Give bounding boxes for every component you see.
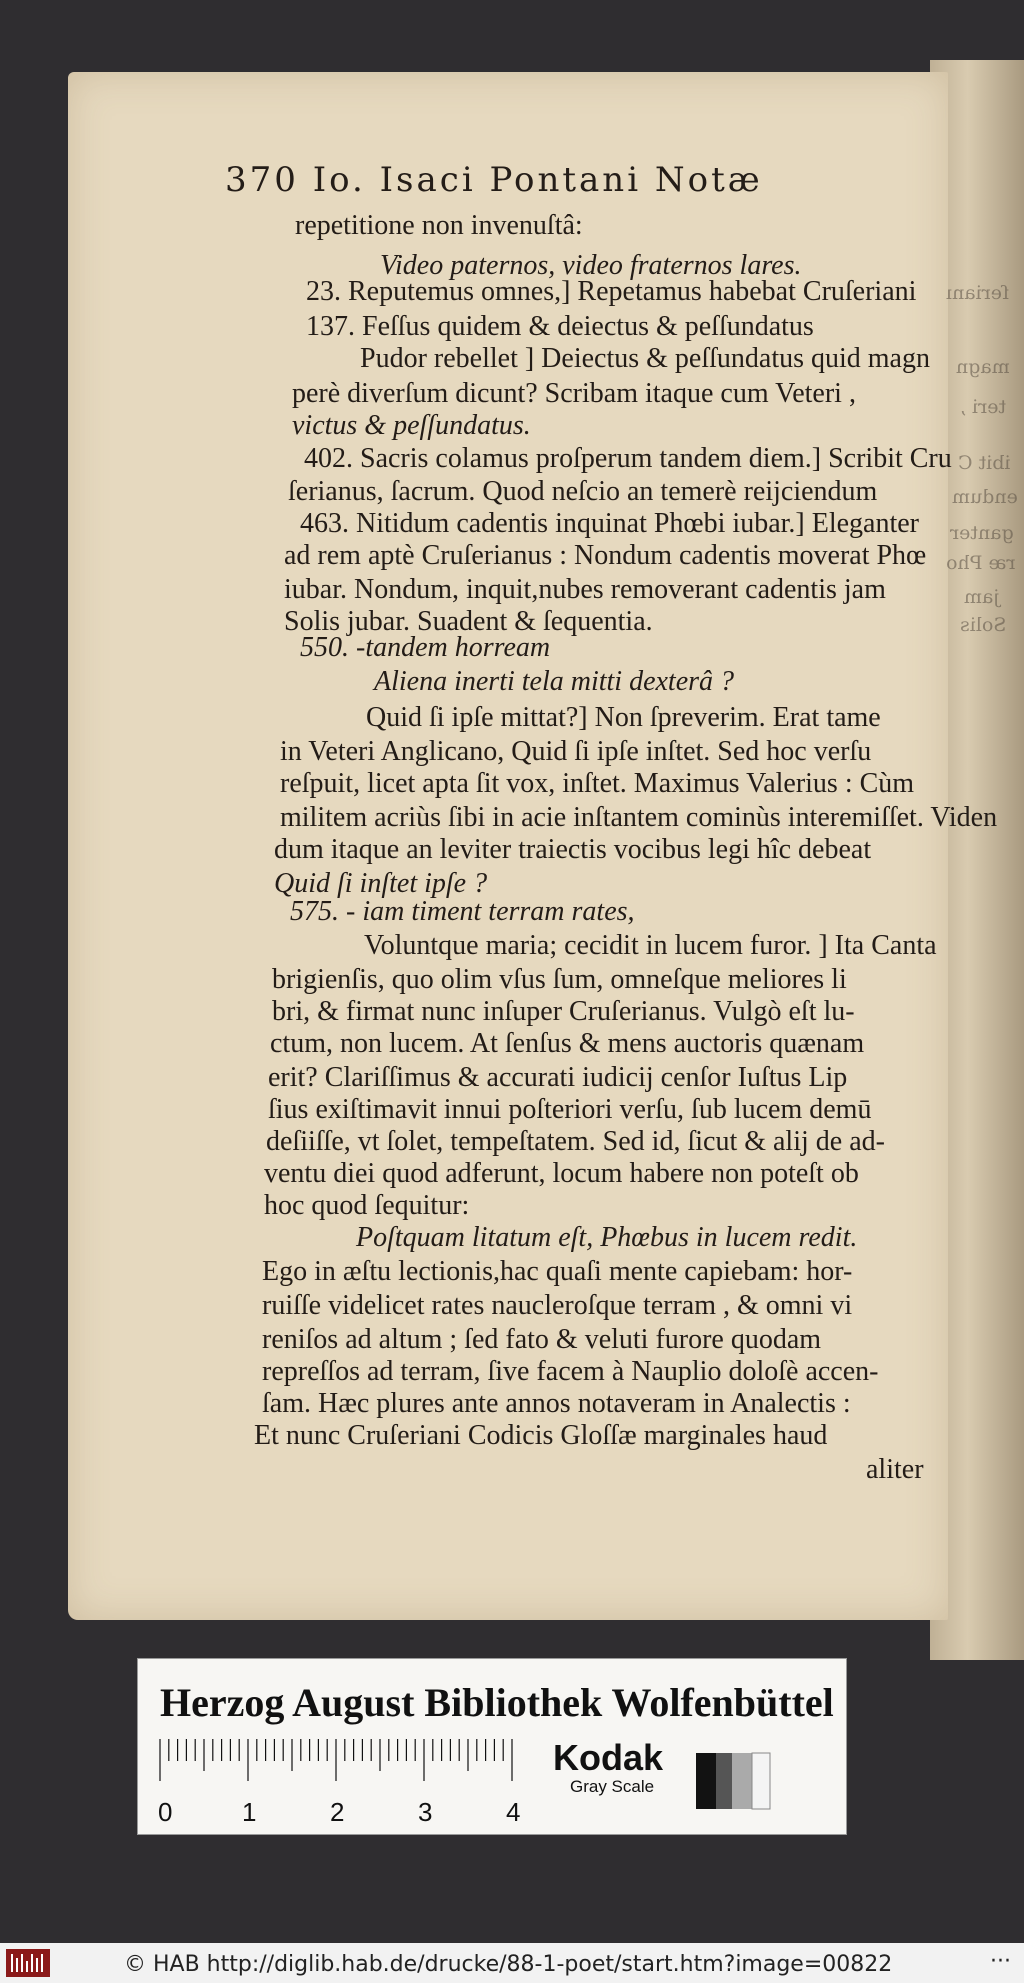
text-line: ſam. Hæc plures ante annos notaveram in Analectis :: [262, 1388, 851, 1419]
text-line: Quid ſi ipſe mittat?] Non ſpreverim. Erat tame: [366, 702, 881, 733]
text-line: reniſos ad altum ; ſed fato & veluti furore quodam: [262, 1324, 822, 1355]
gray-scale-label: Gray Scale: [570, 1777, 655, 1796]
text-line: militem acriùs ſibi in acie inſtantem cominùs interemiſſet. Viden: [280, 802, 998, 833]
text-line: ventu diei quod adferunt, locum habere non poteſt ob: [264, 1158, 859, 1189]
bleed-text: ganter: [950, 522, 1014, 544]
text-line: 575. - iam timent terram rates,: [290, 896, 635, 927]
gray-scale-swatch: [696, 1753, 770, 1809]
text-line: deſiiſſe, vt ſolet, tempeſtatem. Sed id, ſicut & alij de ad-: [266, 1126, 885, 1157]
text-line: erit? Clariſſimus & accurati iudicij cenſor Iuſtus Lip: [268, 1062, 848, 1093]
text-line: victus & peſſundatus.: [292, 410, 531, 441]
text-line: 23. Reputemus omnes,] Repetamus habebat Cruſeriani: [306, 276, 917, 307]
bleed-text: jam: [964, 586, 1000, 608]
text-line: Quid ſi inſtet ipſe ?: [274, 868, 488, 899]
text-line: repetitione non invenuſtâ:: [295, 210, 583, 241]
text-line: brigienſis, quo olim vſus ſum, omneſque meliores li: [272, 964, 847, 995]
text-line: 550. -tandem horream: [300, 632, 551, 663]
text-line: ad rem aptè Cruſerianus : Nondum cadentis moverat Phœ: [284, 540, 927, 571]
text-line: Voluntque maria; cecidit in lucem furor. ] Ita Canta: [364, 930, 937, 961]
more-icon[interactable]: ···: [990, 1949, 1011, 1974]
ruler-scale: [160, 1737, 540, 1825]
text-line: ſerianus, ſacrum. Quod neſcio an temerè reijciendum: [288, 476, 878, 507]
text-line: reſpuit, licet apta ſit vox, inſtet. Maximus Valerius : Cùm: [280, 768, 915, 799]
text-line: Aliena inerti tela mitti dexterâ ?: [374, 666, 735, 697]
bleed-text: teri ,: [960, 396, 1007, 418]
footer-url[interactable]: © HAB http://diglib.hab.de/drucke/88-1-poet/start.htm?image=00822: [124, 1952, 893, 1977]
scale-label: 4: [506, 1797, 521, 1827]
text-line: iubar. Nondum, inquit,nubes removerant cadentis jam: [284, 574, 886, 605]
hab-logo-icon: [6, 1949, 50, 1977]
scale-label: 0: [158, 1797, 173, 1827]
scale-label: 3: [418, 1797, 433, 1827]
catchword: aliter: [866, 1454, 924, 1485]
page-header: 370 Io. Isaci Pontani Notæ: [225, 160, 763, 200]
text-line: ctum, non lucem. At ſenſus & mens auctoris quænam: [270, 1028, 865, 1059]
color-card: [137, 1658, 847, 1835]
text-line: in Veteri Anglicano, Quid ſi ipſe inſtet. Sed hoc verſu: [280, 736, 872, 767]
text-line: bri, & firmat nunc inſuper Cruſerianus. Vulgò eſt lu-: [272, 996, 855, 1027]
card-title: Herzog August Bibliothek Wolfenbüttel: [160, 1680, 834, 1725]
text-line: Ego in æſtu lectionis,hac quaſi mente capiebam: hor-: [262, 1256, 853, 1287]
footer-bar: [0, 1943, 1024, 1983]
kodak-logo: Kodak: [553, 1737, 664, 1778]
text-line: 463. Nitidum cadentis inquinat Phœbi iubar.] Eleganter: [300, 508, 919, 539]
text-line: Video paternos, video fraternos lares.: [380, 250, 802, 281]
text-line: ſius exiſtimavit innui poſteriori verſu, ſub lucem demū: [268, 1094, 872, 1125]
text-line: perè diverſum dicunt? Scribam itaque cum Veteri ,: [292, 378, 856, 409]
text-line: Pudor rebellet ] Deiectus & peſſundatus quid magn: [360, 343, 930, 374]
text-line: repreſſos ad terram, ſive facem à Nauplio doloſè accen-: [262, 1356, 879, 1387]
bleed-text: ræ Pho: [946, 552, 1016, 574]
bleed-text: magn: [956, 356, 1010, 378]
bleed-text: Solis: [960, 614, 1007, 636]
text-line: Solis jubar. Suadent & ſequentia.: [284, 606, 653, 637]
text-line: ruiſſe videlicet rates naucleroſque terram , & omni vi: [262, 1290, 853, 1321]
text-line: 402. Sacris colamus proſperum tandem diem.] Scribit Cru: [304, 443, 952, 474]
bleed-text: ibit C: [958, 452, 1011, 474]
text-line: Et nunc Cruſeriani Codicis Gloſſæ marginales haud: [254, 1420, 828, 1451]
scale-label: 1: [242, 1797, 257, 1827]
text-line: dum itaque an leviter traiectis vocibus legi hîc debeat: [274, 834, 872, 865]
bleed-text: ſerianı: [946, 282, 1010, 304]
bleed-text: endum: [952, 486, 1018, 508]
text-line: hoc quod ſequitur:: [264, 1190, 470, 1221]
text-line: 137. Feſſus quidem & deiectus & peſſundatus: [306, 311, 814, 342]
text-line: Poſtquam litatum eſt, Phœbus in lucem redit.: [356, 1222, 858, 1253]
scale-label: 2: [330, 1797, 345, 1827]
